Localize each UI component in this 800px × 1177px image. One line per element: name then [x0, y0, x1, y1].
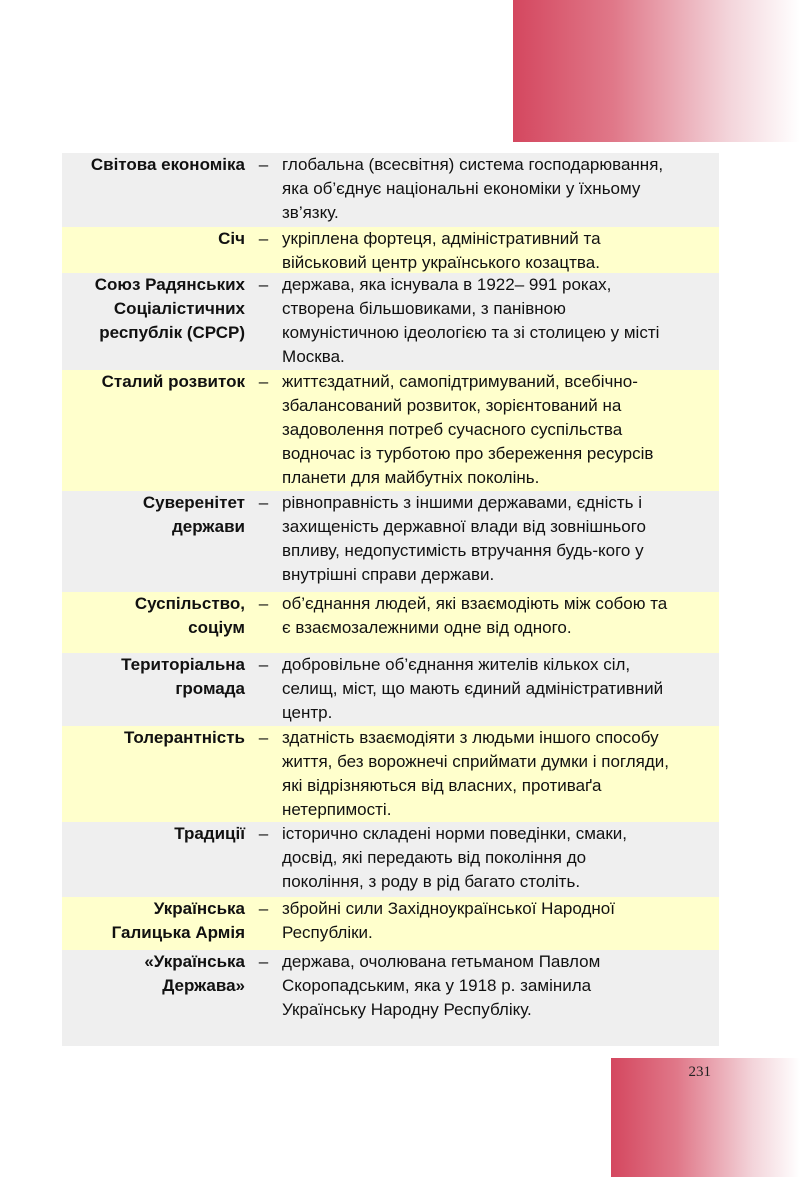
term: Суверенітет держави — [142, 493, 245, 536]
definition: держава, очолювана гетьманом Павлом Скоропадським, яка у 1918 р. замінила Українську Народну Республіку. — [282, 952, 601, 1019]
term: Українська Галицька Армія — [111, 899, 245, 942]
dash: – — [258, 594, 269, 613]
term: Сталий розвиток — [101, 372, 245, 391]
definition: рівноправність з іншими державами, єдність і захищеність державної влади від зовнішнього впливу, недопустимість втручання будь-кого у внутрішні справи держави. — [282, 493, 646, 584]
definition: життєздатний, самопідтримуваний, всебічно- збалансований розвиток, зорієнтований на задоволення потреб сучасного суспільства водночас із турботою про збереження ресурсів планети для майбутніх поколінь. — [282, 372, 654, 487]
term: «Українська Держава» — [144, 952, 245, 995]
dash: – — [258, 275, 269, 294]
definition: укріплена фортеця, адміністративний та військовий центр українського козацтва. — [282, 229, 601, 272]
dash: – — [258, 493, 269, 512]
term: Січ — [218, 229, 245, 248]
glossary-row — [62, 950, 719, 1046]
dash: – — [258, 229, 269, 248]
glossary-table — [62, 153, 719, 1046]
term: Союз Радянських Соціалістичних республік (СРСР) — [94, 275, 245, 342]
term: Територіальна громада — [121, 655, 245, 698]
definition: глобальна (всесвітня) система господарювання, яка об’єднує національні економіки у їхньому зв’язку. — [282, 155, 664, 222]
definition: історично складені норми поведінки, смаки, досвід, які передають від покоління до покоління, з роду в рід багато століть. — [282, 824, 628, 891]
definition: здатність взаємодіяти з людьми іншого способу життя, без ворожнечі сприймати думки і погляди, які відрізняються від власних, противаґа нетерпимості. — [282, 728, 670, 819]
page-number: 231 — [688, 1064, 711, 1080]
definition: збройні сили Західноукраїнської Народної Республіки. — [282, 899, 615, 942]
glossary-row — [62, 370, 719, 491]
glossary-row — [62, 726, 719, 822]
term: Світова економіка — [90, 155, 245, 174]
glossary-row — [62, 822, 719, 897]
dash: – — [258, 899, 269, 918]
dash: – — [258, 372, 269, 391]
glossary-row — [62, 273, 719, 370]
glossary-row — [62, 592, 719, 653]
glossary-row — [62, 653, 719, 726]
term: Суспільство, соціум — [134, 594, 245, 637]
dash: – — [258, 824, 269, 843]
glossary-row — [62, 491, 719, 592]
dash: – — [258, 728, 269, 747]
glossary-row — [62, 227, 719, 273]
term: Традиції — [174, 824, 245, 843]
dash: – — [258, 155, 269, 174]
dash: – — [258, 952, 269, 971]
glossary-row — [62, 153, 719, 227]
corner-decoration-top — [513, 0, 800, 142]
dash: – — [258, 655, 269, 674]
definition: добровільне об’єднання жителів кількох сіл, селищ, міст, що мають єдиний адміністративний центр. — [282, 655, 664, 722]
term: Толерантність — [124, 728, 245, 747]
glossary-row — [62, 897, 719, 950]
definition: держава, яка існувала в 1922– 991 роках, створена більшовиками, з панівною комуністичною ідеологією та зі столицею у місті Москва. — [282, 275, 660, 366]
definition: об’єднання людей, які взаємодіють між собою та є взаємозалежними одне від одного. — [282, 594, 668, 637]
